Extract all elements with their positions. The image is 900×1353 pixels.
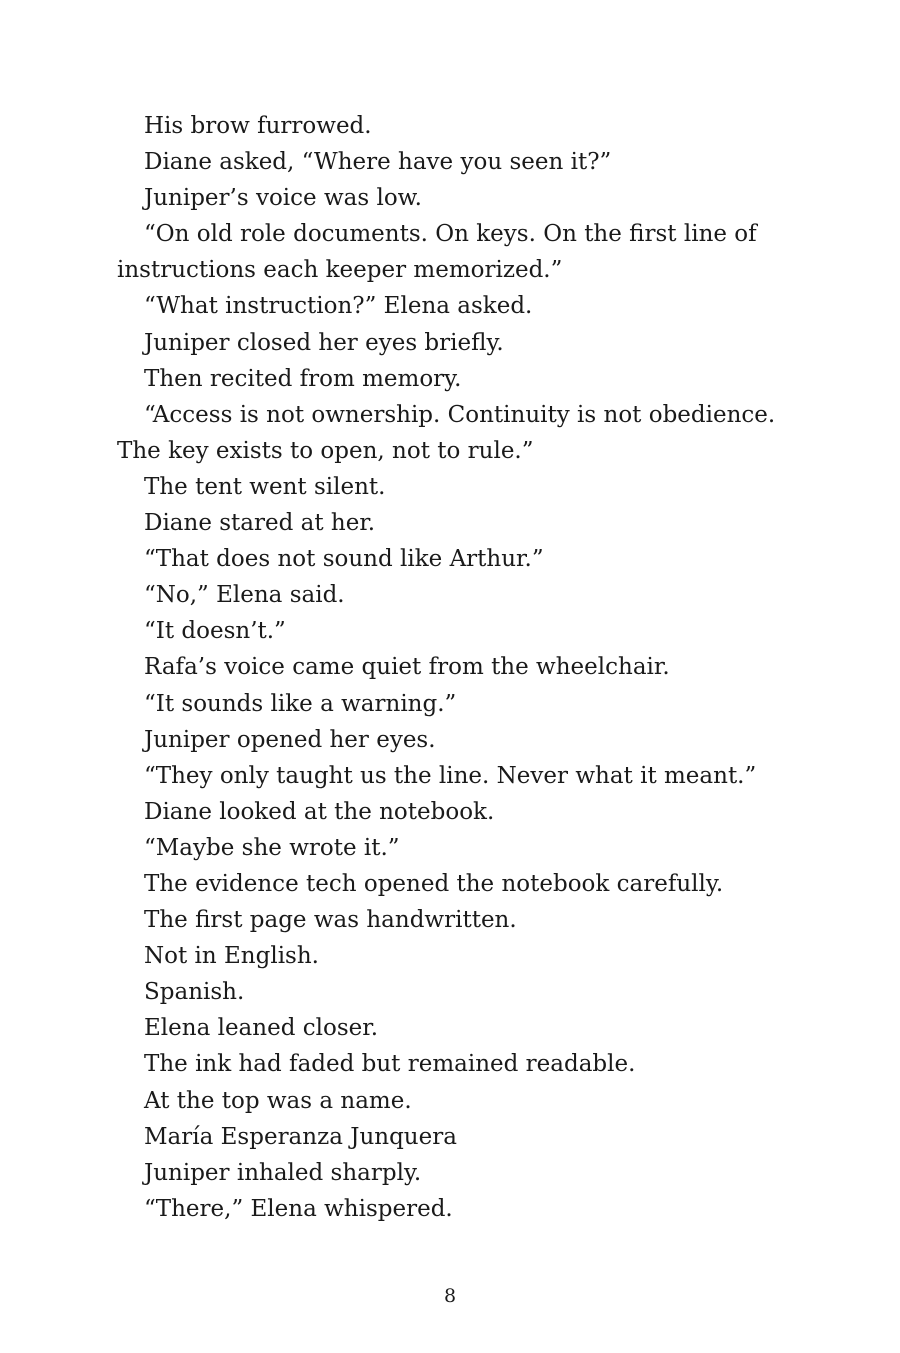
paragraph: “That does not sound like Arthur.” [144, 546, 544, 573]
paragraph: “Maybe she wrote it.” [144, 834, 400, 861]
paragraph: Spanish. [144, 979, 245, 1006]
paragraph: His brow furrowed. [144, 113, 372, 139]
paragraph: The tent went silent. [144, 473, 386, 500]
paragraph: “On old role documents. On keys. On the first line of instructions each keeper memorized.” [117, 221, 757, 284]
paragraph: Juniper opened her eyes. [144, 726, 436, 753]
page-body-text [117, 108, 797, 1227]
paragraph: Elena leaned closer. [144, 1015, 379, 1042]
paragraph: Then recited from memory. [144, 365, 462, 392]
paragraph: “No,” Elena said. [144, 582, 345, 609]
paragraph: “It sounds like a warning.” [144, 690, 457, 717]
paragraph: Rafa’s voice came quiet from the wheelchair. [144, 654, 670, 681]
paragraph: Juniper closed her eyes briefly. [144, 329, 504, 356]
paragraph: “They only taught us the line. Never what it meant.” [144, 762, 757, 789]
paragraph: “What instruction?” Elena asked. [144, 293, 533, 320]
paragraph: Diane asked, “Where have you seen it?” [144, 149, 612, 176]
paragraph: Diane looked at the notebook. [144, 798, 495, 825]
paragraph: The first page was handwritten. [144, 907, 517, 934]
paragraph: The ink had faded but remained readable. [144, 1051, 636, 1078]
paragraph: “It doesn’t.” [144, 618, 286, 645]
paragraph: Juniper’s voice was low. [144, 185, 422, 212]
paragraph: “There,” Elena whispered. [144, 1195, 453, 1222]
paragraph: The evidence tech opened the notebook carefully. [144, 870, 724, 897]
paragraph: “Access is not ownership. Continuity is not obedience. The key exists to open, not to rule.” [117, 401, 776, 464]
page-number: 8 [443, 1285, 457, 1307]
paragraph: Diane stared at her. [144, 510, 376, 537]
paragraph: Not in English. [144, 943, 319, 970]
paragraph: Juniper inhaled sharply. [144, 1159, 422, 1186]
paragraph: At the top was a name. [144, 1087, 412, 1114]
paragraph: María Esperanza Junquera [144, 1123, 457, 1150]
